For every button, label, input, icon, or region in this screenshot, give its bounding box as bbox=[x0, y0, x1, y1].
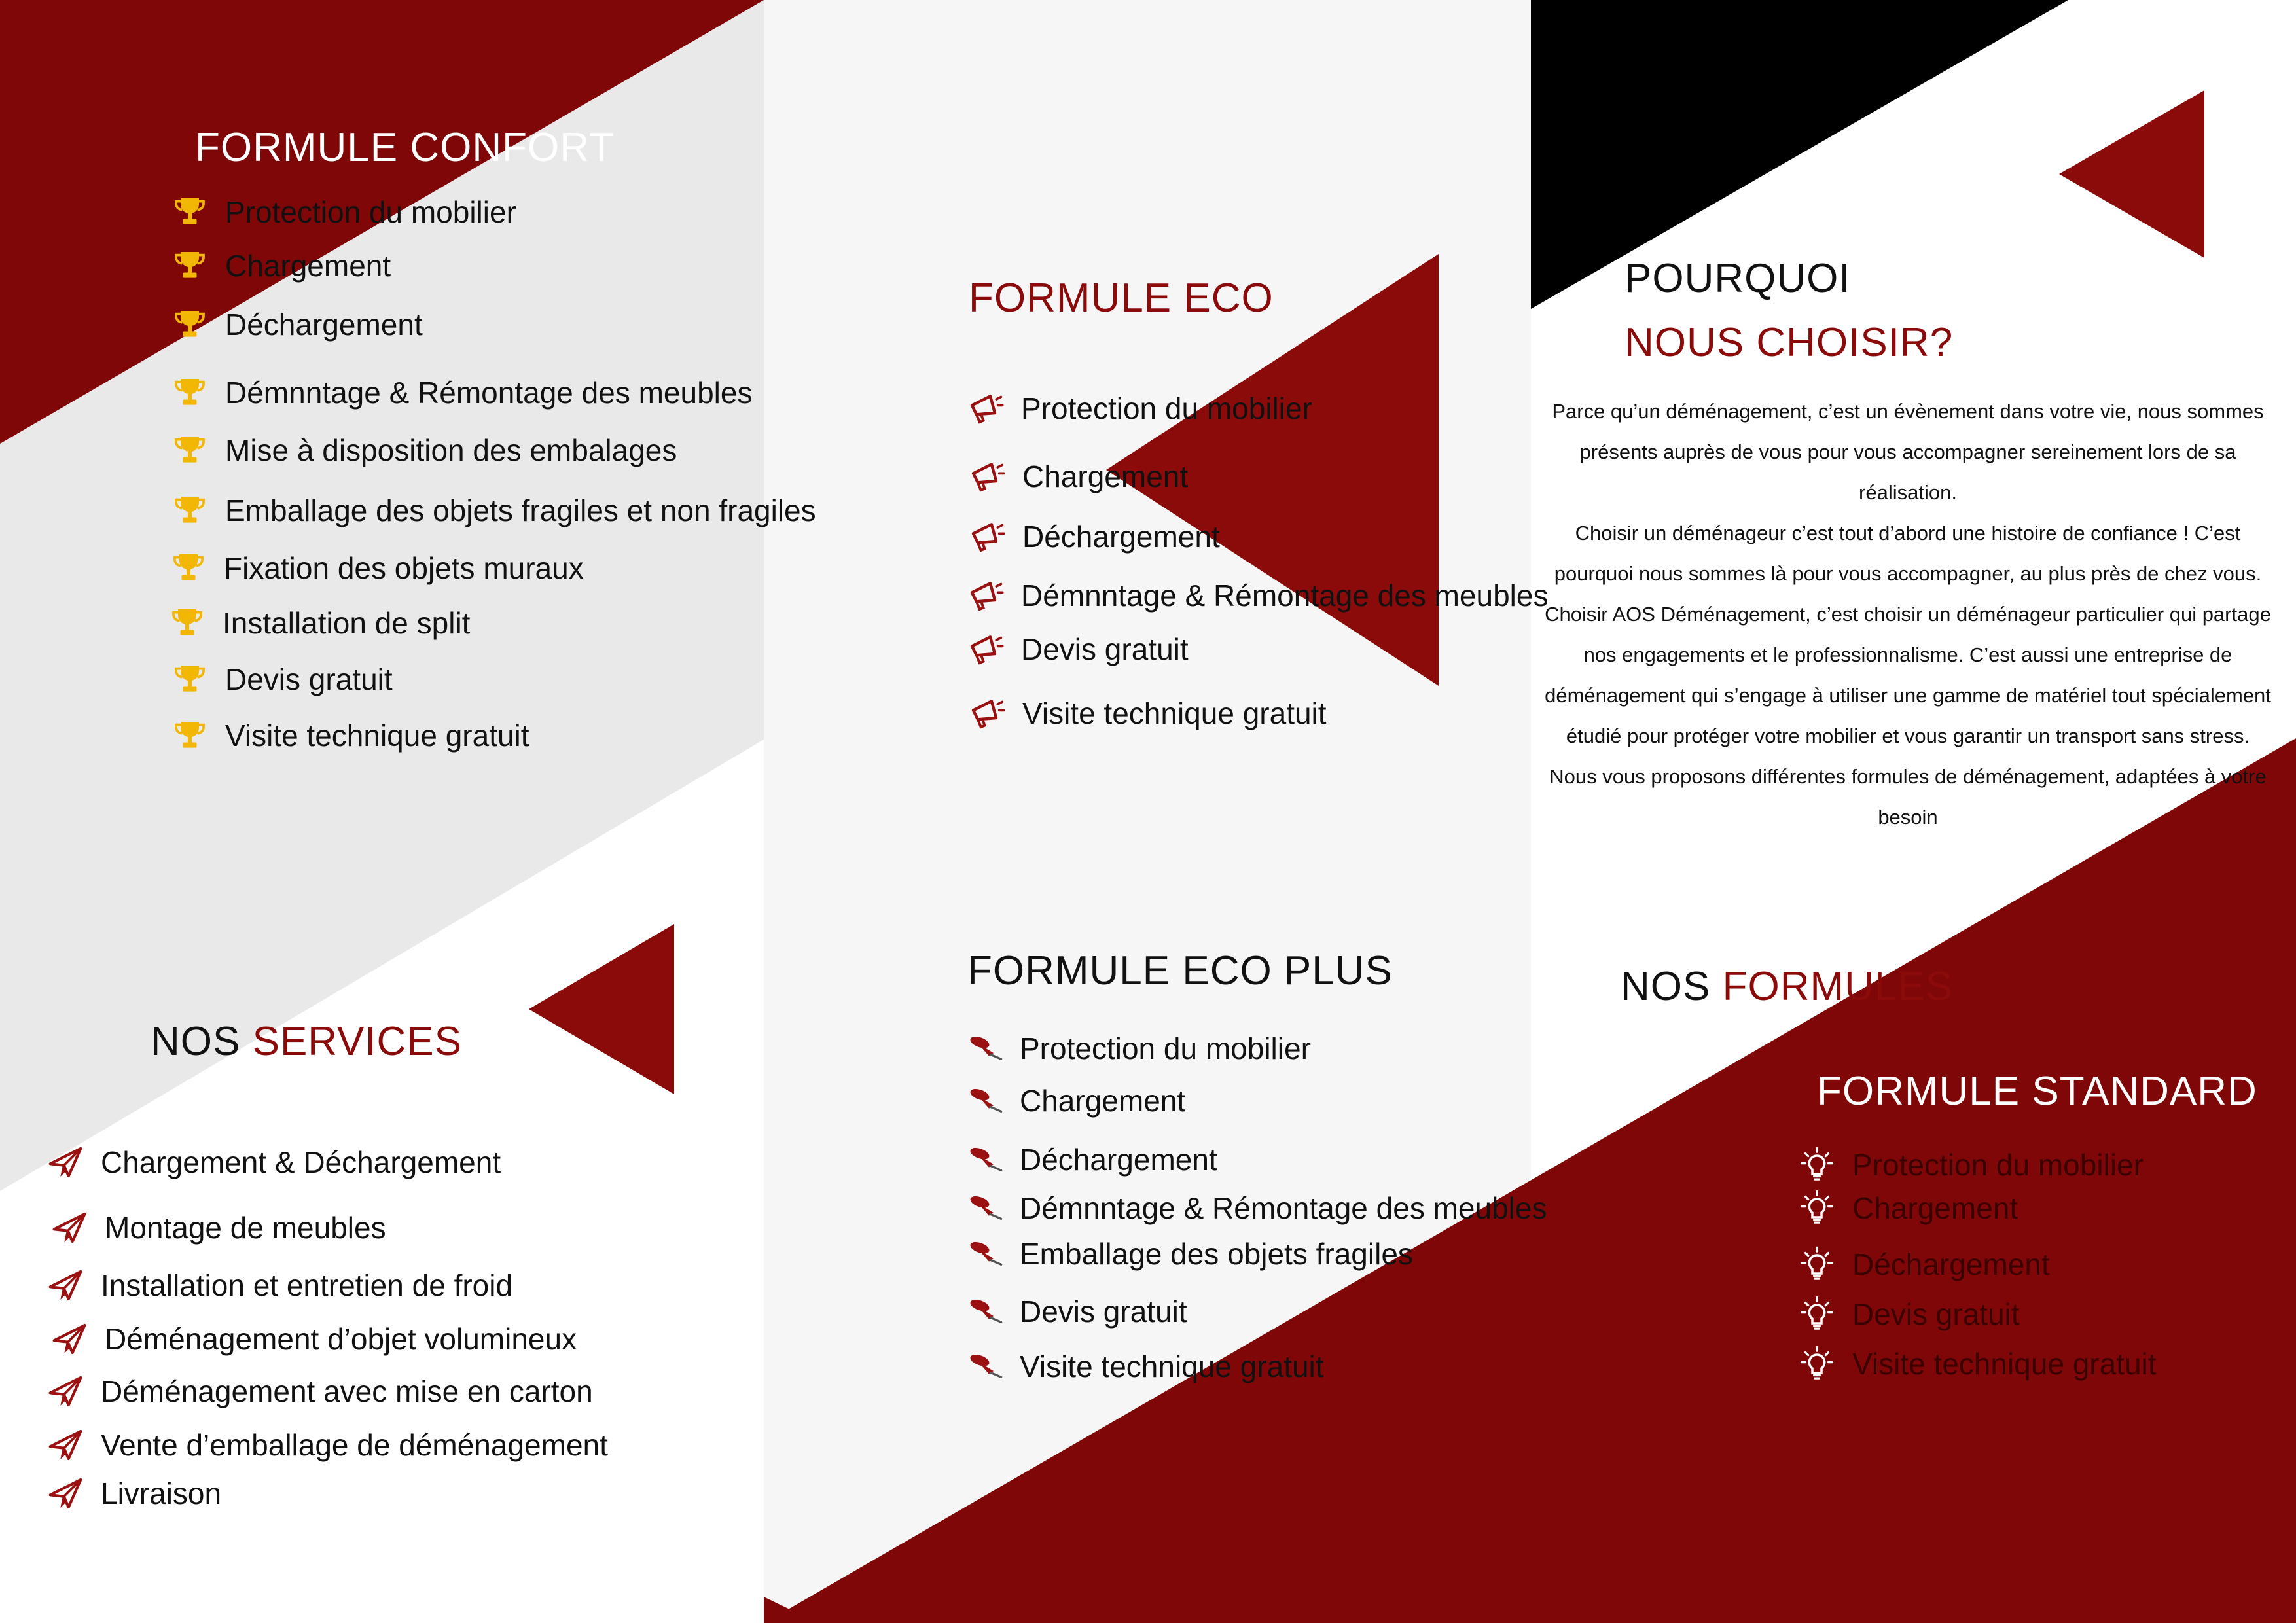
list-item-label: Déchargement bbox=[1852, 1247, 2050, 1281]
megaphone-icon bbox=[967, 631, 1004, 668]
list-item bbox=[1799, 1296, 2020, 1332]
list-item bbox=[969, 458, 1188, 495]
trophy-icon bbox=[171, 661, 208, 698]
eco-title: FORMULE ECO bbox=[969, 276, 1274, 321]
paper-plane-icon bbox=[47, 1427, 84, 1463]
list-item-label: Livraison bbox=[101, 1476, 222, 1510]
paragraph-line: Nous vous proposons différentes formules de déménagement, adaptées à votre bbox=[1549, 765, 2267, 788]
list-item bbox=[51, 1209, 386, 1246]
confort-title: FORMULE CONFORT bbox=[195, 125, 615, 170]
list-item-label: Démnntage & Rémontage des meubles bbox=[225, 376, 753, 410]
list-item-label: Protection du mobilier bbox=[225, 195, 516, 229]
list-item bbox=[969, 518, 1220, 555]
list-item-label: Chargement bbox=[1020, 1084, 1186, 1118]
formules-title-prefix: NOS bbox=[1621, 964, 1711, 1009]
services-title-prefix: NOS bbox=[151, 1019, 241, 1064]
list-item bbox=[967, 390, 1312, 427]
lightbulb-icon bbox=[1799, 1296, 1835, 1332]
list-item-label: Emballage des objets fragiles bbox=[1020, 1237, 1413, 1271]
paper-plane-icon bbox=[51, 1209, 88, 1246]
list-item-label: Protection du mobilier bbox=[1020, 1031, 1311, 1065]
list-item-label: Chargement bbox=[225, 249, 391, 283]
services-title-accent: SERVICES bbox=[252, 1019, 463, 1064]
list-item-label: Vente d’emballage de déménagement bbox=[101, 1428, 608, 1462]
list-item bbox=[171, 432, 677, 469]
pourquoi-title-line2: NOUS CHOISIR? bbox=[1624, 320, 1954, 365]
list-item bbox=[1799, 1346, 2157, 1382]
list-item bbox=[967, 631, 1189, 668]
lightbulb-icon bbox=[1799, 1147, 1835, 1183]
megaphone-icon bbox=[969, 458, 1005, 495]
megaphone-icon bbox=[967, 390, 1004, 427]
list-item-label: Mise à disposition des embalages bbox=[225, 433, 677, 467]
list-item bbox=[47, 1427, 608, 1463]
list-item-label: Chargement bbox=[1022, 459, 1189, 493]
formules-title-accent: FORMULES bbox=[1722, 964, 1954, 1009]
list-item-label: Emballage des objets fragiles et non fragiles bbox=[225, 493, 816, 527]
trophy-icon bbox=[171, 717, 208, 754]
list-item-label: Démnntage & Rémontage des meubles bbox=[1021, 579, 1549, 613]
list-item-label: Visite technique gratuit bbox=[1852, 1347, 2157, 1381]
trophy-icon bbox=[171, 306, 208, 343]
list-item bbox=[47, 1144, 501, 1181]
trophy-icon bbox=[171, 432, 208, 469]
list-item bbox=[47, 1475, 221, 1512]
paragraph-line: étudié pour protéger votre mobilier et vous garantir un transport sans stress. bbox=[1566, 724, 2250, 747]
list-item-label: Fixation des objets muraux bbox=[224, 551, 584, 585]
paper-plane-icon bbox=[47, 1373, 84, 1410]
list-item bbox=[47, 1267, 512, 1304]
list-item bbox=[1799, 1190, 2018, 1226]
pourquoi-title-line1: POURQUOI bbox=[1624, 256, 1851, 301]
list-item bbox=[967, 577, 1548, 614]
trophy-icon bbox=[171, 247, 208, 284]
trophy-icon bbox=[170, 550, 207, 586]
trophy-icon bbox=[171, 492, 208, 529]
paper-plane-icon bbox=[47, 1475, 84, 1512]
list-item bbox=[1799, 1147, 2144, 1183]
paragraph-line: déménagement qui s’engage à utiliser une gamme de matériel tout spécialement bbox=[1545, 684, 2271, 707]
pushpin-icon bbox=[966, 1141, 1003, 1178]
paragraph-line: présents auprès de vous pour vous accompagner sereinement lors de sa bbox=[1579, 440, 2236, 463]
paragraph-line: Parce qu’un déménagement, c’est un évènement dans votre vie, nous sommes bbox=[1552, 400, 2264, 423]
formules-title bbox=[1621, 963, 1953, 1010]
pushpin-icon bbox=[966, 1082, 1003, 1119]
megaphone-icon bbox=[969, 695, 1005, 732]
paper-plane-icon bbox=[47, 1144, 84, 1181]
list-item-label: Devis gratuit bbox=[225, 662, 393, 696]
list-item-label: Chargement & Déchargement bbox=[101, 1145, 501, 1179]
standard-title: FORMULE STANDARD bbox=[1817, 1069, 2257, 1114]
list-item-label: Déménagement d’objet volumineux bbox=[105, 1322, 577, 1356]
list-item bbox=[966, 1293, 1187, 1330]
list-item-label: Déménagement avec mise en carton bbox=[101, 1374, 593, 1408]
lightbulb-icon bbox=[1799, 1346, 1835, 1382]
list-item-label: Chargement bbox=[1852, 1191, 2018, 1225]
list-item-label: Devis gratuit bbox=[1020, 1294, 1187, 1329]
list-item bbox=[47, 1373, 593, 1410]
trophy-icon bbox=[171, 374, 208, 411]
trophy-icon bbox=[169, 605, 206, 641]
trophy-icon bbox=[171, 194, 208, 230]
list-item bbox=[171, 306, 423, 343]
paper-plane-icon bbox=[47, 1267, 84, 1304]
list-item-label: Installation de split bbox=[223, 606, 471, 640]
list-item bbox=[171, 492, 816, 529]
pushpin-icon bbox=[966, 1236, 1003, 1272]
list-item-label: Devis gratuit bbox=[1021, 632, 1189, 666]
pushpin-icon bbox=[966, 1293, 1003, 1330]
paragraph-line: Choisir un déménageur c’est tout d’abord une histoire de confiance ! C’est bbox=[1575, 522, 2241, 544]
list-item-label: Visite technique gratuit bbox=[1020, 1349, 1324, 1383]
pourquoi-paragraph bbox=[1545, 391, 2271, 838]
paper-plane-icon bbox=[51, 1321, 88, 1357]
list-item-label: Protection du mobilier bbox=[1021, 391, 1312, 425]
list-item-label: Déchargement bbox=[225, 308, 423, 342]
list-item bbox=[966, 1348, 1324, 1385]
list-item bbox=[966, 1190, 1547, 1226]
list-item-label: Visite technique gratuit bbox=[225, 719, 529, 753]
paragraph-line: réalisation. bbox=[1859, 481, 1957, 504]
pushpin-icon bbox=[966, 1030, 1003, 1067]
list-item bbox=[969, 695, 1327, 732]
eco-plus-title: FORMULE ECO PLUS bbox=[967, 948, 1393, 993]
list-item-label: Devis gratuit bbox=[1852, 1297, 2020, 1331]
megaphone-icon bbox=[969, 518, 1005, 555]
paragraph-line: besoin bbox=[1878, 806, 1938, 829]
list-item bbox=[170, 550, 584, 586]
list-item-label: Démnntage & Rémontage des meubles bbox=[1020, 1191, 1547, 1225]
megaphone-icon bbox=[967, 577, 1004, 614]
list-item bbox=[171, 661, 393, 698]
list-item bbox=[169, 605, 470, 641]
list-item bbox=[171, 717, 529, 754]
list-item-label: Protection du mobilier bbox=[1852, 1148, 2144, 1182]
pushpin-icon bbox=[966, 1190, 1003, 1226]
list-item bbox=[966, 1082, 1185, 1119]
list-item bbox=[966, 1236, 1413, 1272]
lightbulb-icon bbox=[1799, 1246, 1835, 1283]
list-item-label: Montage de meubles bbox=[105, 1211, 386, 1245]
list-item bbox=[171, 247, 391, 284]
list-item-label: Visite technique gratuit bbox=[1022, 696, 1327, 730]
list-item bbox=[966, 1141, 1217, 1178]
pushpin-icon bbox=[966, 1348, 1003, 1385]
list-item-label: Déchargement bbox=[1022, 520, 1220, 554]
list-item bbox=[171, 194, 516, 230]
list-item bbox=[966, 1030, 1311, 1067]
list-item bbox=[171, 374, 752, 411]
list-item bbox=[1799, 1246, 2050, 1283]
list-item bbox=[51, 1321, 577, 1357]
paragraph-line: pourquoi nous sommes là pour vous accompagner, au plus près de chez vous. bbox=[1554, 562, 2262, 585]
paragraph-line: nos engagements et le professionnalisme. C’est aussi une entreprise de bbox=[1583, 643, 2233, 666]
lightbulb-icon bbox=[1799, 1190, 1835, 1226]
services-title bbox=[151, 1018, 462, 1065]
list-item-label: Déchargement bbox=[1020, 1143, 1217, 1177]
list-item-label: Installation et entretien de froid bbox=[101, 1268, 513, 1302]
paragraph-line: Choisir AOS Déménagement, c’est choisir un déménageur particulier qui partage bbox=[1545, 603, 2271, 626]
